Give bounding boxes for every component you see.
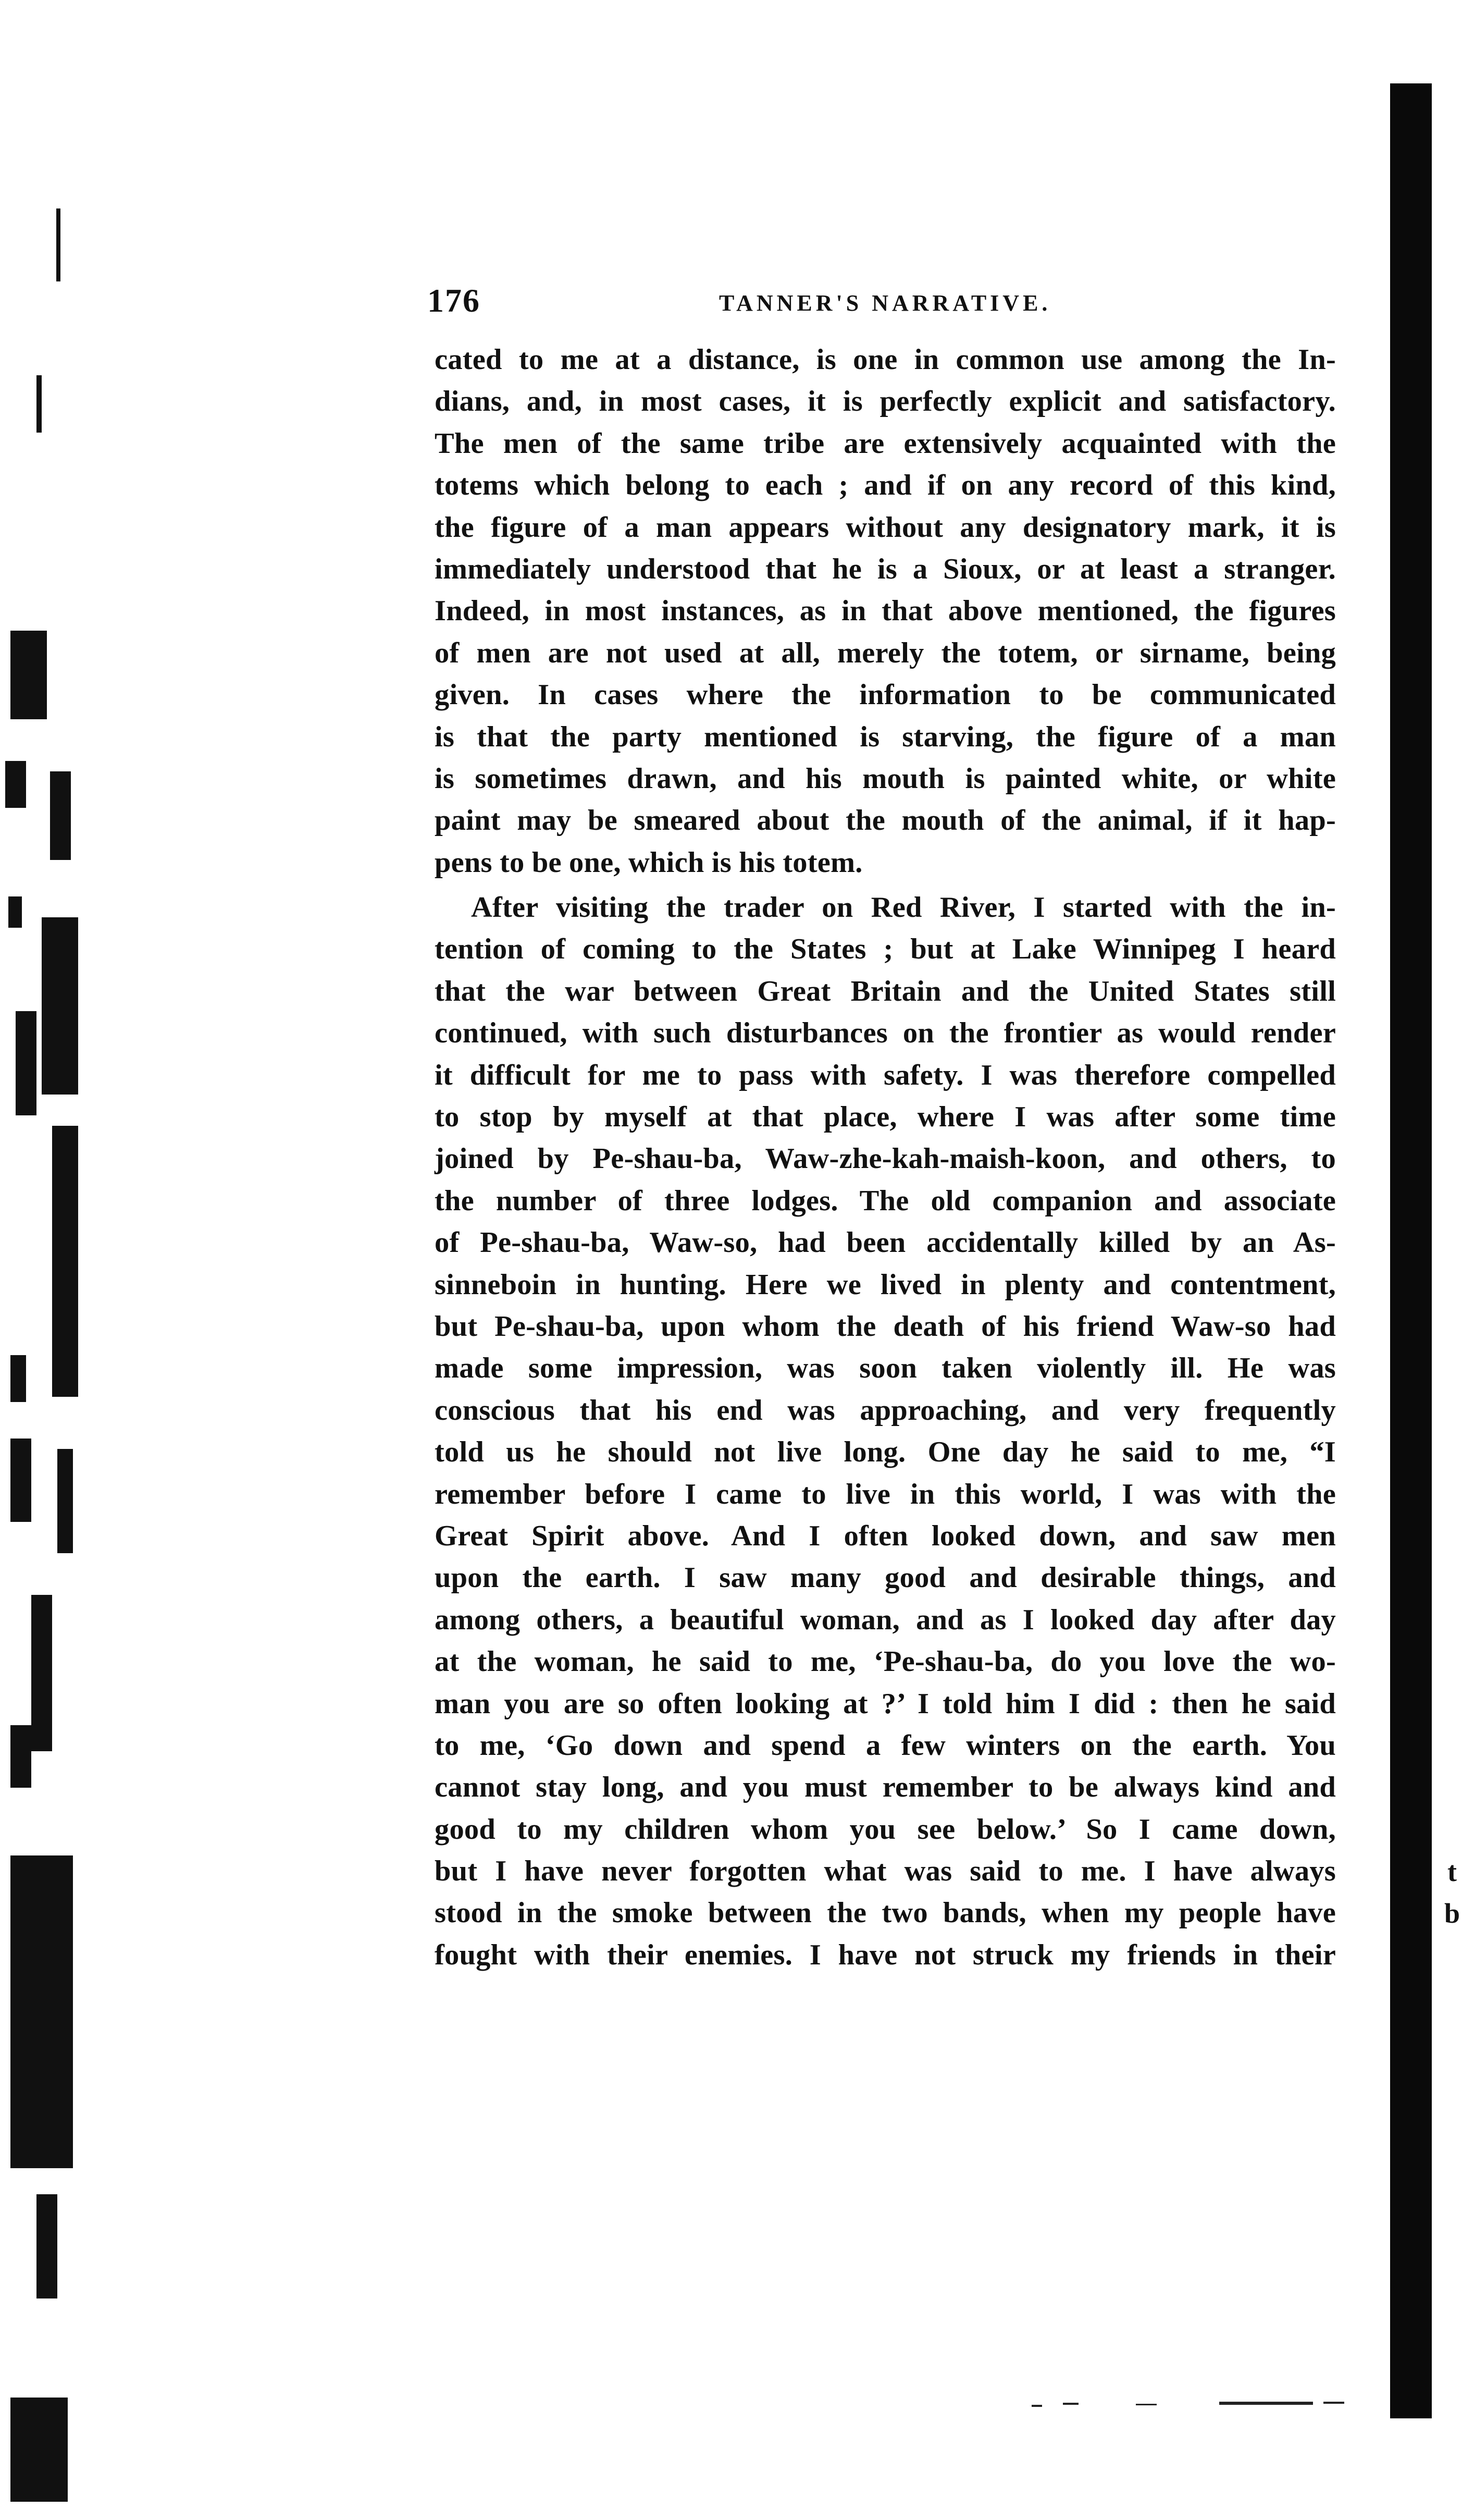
running-head: TANNER'S NARRATIVE. (719, 290, 1051, 316)
text-line: continued, with such disturbances on the frontier as would render (435, 1017, 1336, 1050)
page-header (427, 281, 1365, 328)
text-line: dians, and, in most cases, it is perfectly explicit and satisfactory. (435, 385, 1336, 418)
right-binding-shadow (1390, 83, 1432, 2418)
text-line: at the woman, he said to me, ‘Pe-shau-ba, do you love the wo- (435, 1645, 1336, 1678)
text-line: stood in the smoke between the two bands, when my people have (435, 1897, 1336, 1929)
text-line: given. In cases where the information to be communicated (435, 679, 1336, 711)
text-line: told us he should not live long. One day he said to me, “I (435, 1436, 1336, 1469)
text-line: The men of the same tribe are extensively acquainted with the (435, 427, 1336, 460)
text-line: it difficult for me to pass with safety. I was therefore compelled (435, 1059, 1336, 1091)
text-line: joined by Pe-shau-ba, Waw-zhe-kah-maish-koon, and others, to (435, 1142, 1336, 1175)
paragraph-pe-shau-ba (435, 887, 1336, 1976)
body-text (435, 339, 1336, 1976)
paragraph-continuation (435, 339, 1336, 883)
text-line: cannot stay long, and you must remember to be always kind and (435, 1771, 1336, 1804)
bottom-scan-specks (1032, 2398, 1365, 2418)
text-line: but I have never forgotten what was said to me. I have always (435, 1855, 1336, 1888)
right-bleed-char: b (1444, 1898, 1460, 1929)
left-margin-scan-artifacts (0, 83, 83, 2403)
text-line: Great Spirit above. And I often looked down, and saw men (435, 1519, 1336, 1552)
text-line: sinneboin in hunting. Here we lived in plenty and contentment, (435, 1268, 1336, 1301)
text-line: Indeed, in most instances, as in that above mentioned, the figures (435, 595, 1336, 628)
text-line: pens to be one, which is his totem. (435, 846, 863, 879)
text-line: fought with their enemies. I have not struck my friends in their (435, 1938, 1336, 1971)
text-line: man you are so often looking at ?’ I told him I did : then he said (435, 1687, 1336, 1720)
right-bleed-char: t (1447, 1856, 1457, 1887)
text-line: to me, ‘Go down and spend a few winters on the earth. You (435, 1729, 1336, 1762)
text-line: of Pe-shau-ba, Waw-so, had been accidentally killed by an As- (435, 1226, 1336, 1259)
text-line: immediately understood that he is a Sioux, or at least a stranger. (435, 552, 1336, 585)
text-line: After visiting the trader on Red River, I started with the in- (471, 891, 1336, 924)
text-line: upon the earth. I saw many good and desirable things, and (435, 1562, 1336, 1594)
page-number: 176 (427, 282, 480, 319)
text-line: totems which belong to each ; and if on any record of this kind, (435, 469, 1336, 502)
text-line: the figure of a man appears without any designatory mark, it is (435, 511, 1336, 544)
text-line: paint may be smeared about the mouth of the animal, if it hap- (435, 804, 1336, 837)
text-line: cated to me at a distance, is one in common use among the In- (435, 343, 1336, 376)
text-line: is sometimes drawn, and his mouth is painted white, or white (435, 762, 1336, 795)
text-line: the number of three lodges. The old companion and associate (435, 1184, 1336, 1217)
text-line: remember before I came to live in this world, I was with the (435, 1478, 1336, 1510)
text-line: is that the party mentioned is starving, the figure of a man (435, 720, 1336, 753)
text-line: that the war between Great Britain and the United States still (435, 975, 1336, 1007)
text-line: made some impression, was soon taken violently ill. He was (435, 1352, 1336, 1385)
text-line: of men are not used at all, merely the totem, or sirname, being (435, 636, 1336, 669)
text-line: tention of coming to the States ; but at Lake Winnipeg I heard (435, 933, 1336, 966)
text-line: but Pe-shau-ba, upon whom the death of his friend Waw-so had (435, 1310, 1336, 1343)
text-line: to stop by myself at that place, where I was after some time (435, 1101, 1336, 1134)
text-line: conscious that his end was approaching, and very frequently (435, 1394, 1336, 1427)
text-line: good to my children whom you see below.’ So I came down, (435, 1813, 1336, 1846)
text-line: among others, a beautiful woman, and as I looked day after day (435, 1603, 1336, 1636)
